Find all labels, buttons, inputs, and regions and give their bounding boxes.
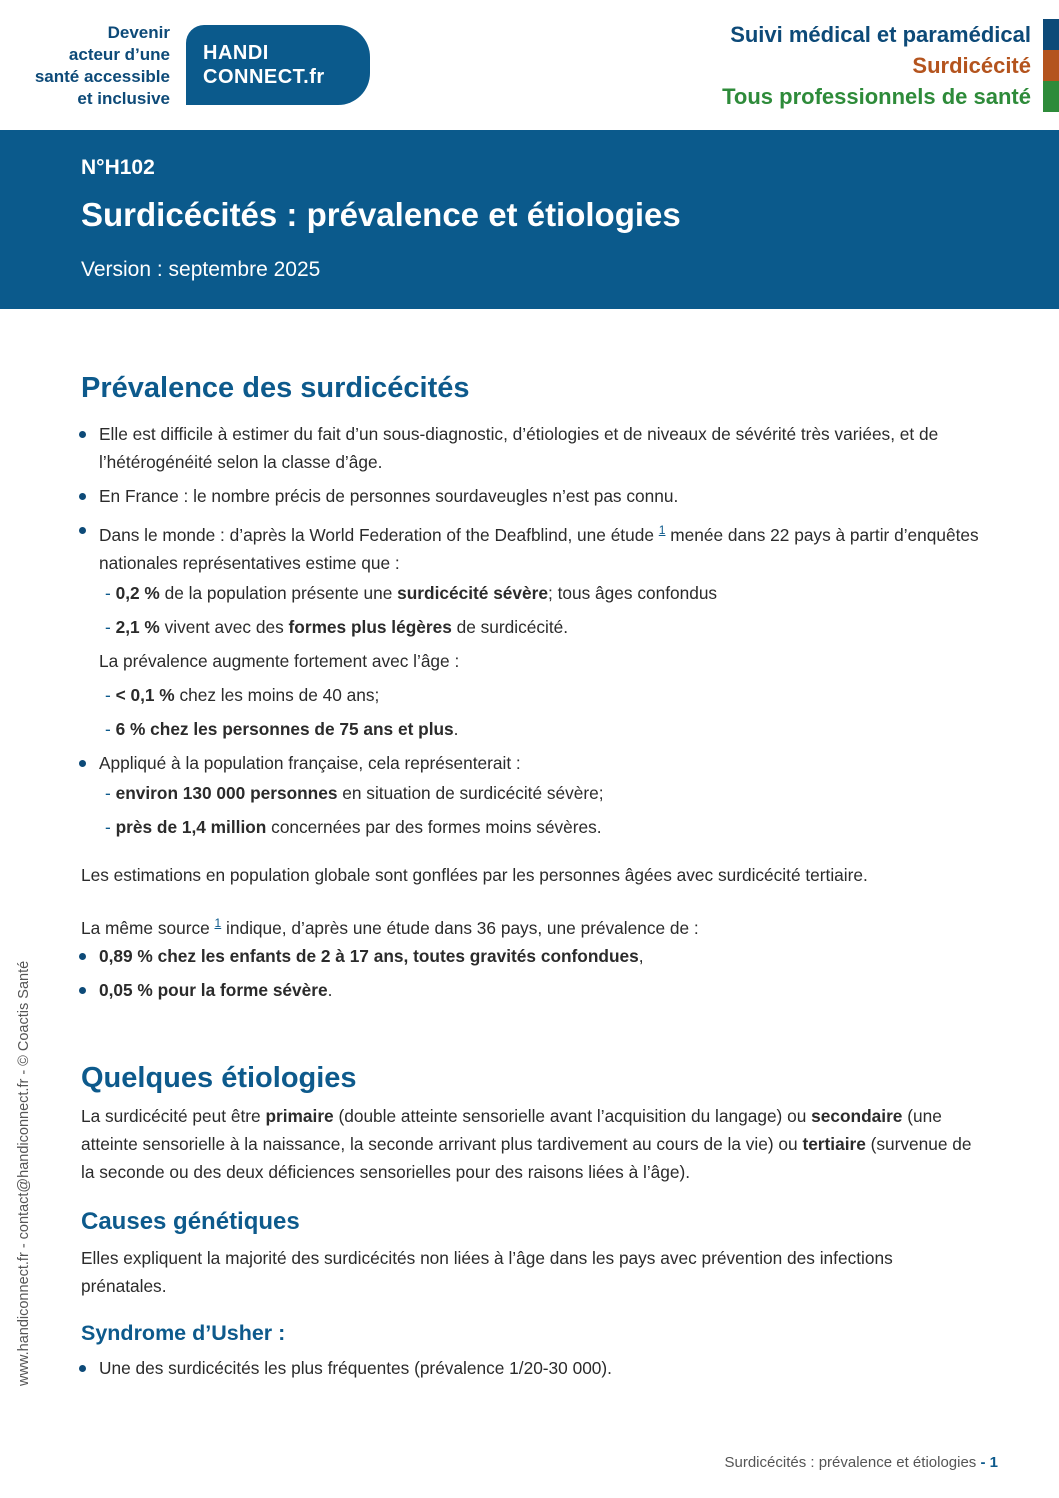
category-label: Surdicécité <box>912 53 1031 78</box>
list-item-text: Elle est difficile à estimer du fait d’un sous-diagnostic, d’étiologies et de niveaux de sévérité très variées, et de l’hétérogénéité selon la classe d’âge. <box>99 424 939 472</box>
footer-title: Surdicécités : prévalence et étiologies <box>724 1454 977 1471</box>
main-content <box>81 368 981 1382</box>
document-title: Surdicécités : prévalence et étiologies <box>81 196 681 233</box>
page-footer <box>725 1454 999 1471</box>
sub-item: - près de 1,4 million concernées par des formes moins sévères. <box>105 816 602 837</box>
list-item: 0,05 % pour la forme sévère. <box>81 976 981 1004</box>
document-version: Version : septembre 2025 <box>81 258 321 281</box>
handiconnect-logo[interactable] <box>186 25 370 105</box>
sub-list <box>99 681 981 743</box>
paragraph: La même source $^1$ indique, d’après une étude dans 36 pays, une prévalence de : <box>81 915 699 938</box>
sub-list <box>99 779 981 841</box>
document-reference: N°H102 <box>81 156 155 179</box>
list-item-text: En France : le nombre précis de personnes sourdaveugles n’est pas connu. <box>99 486 679 506</box>
logo-line: CONNECT.fr <box>203 66 325 88</box>
footnote-link[interactable]: 1 <box>214 915 222 930</box>
section-heading-prevalence: Prévalence des surdicécités <box>81 372 470 404</box>
logo-line: HANDI <box>203 42 269 64</box>
category-color-bar <box>1043 81 1059 112</box>
age-intro: La prévalence augmente fortement avec l’âge : <box>99 650 460 671</box>
sub-item: - 0,2 % de la population présente une surdicécité sévère; tous âges confondus <box>105 582 718 603</box>
category-surdicecite <box>722 50 1059 81</box>
subsection-heading-usher: Syndrome d’Usher : <box>81 1320 286 1345</box>
list-item: Une des surdicécités les plus fréquentes (prévalence 1/20-30 000). <box>81 1354 981 1382</box>
sub-item: - < 0,1 % chez les moins de 40 ans; <box>105 684 380 705</box>
tagline-line: et inclusive <box>77 89 170 108</box>
category-list <box>722 19 1059 112</box>
footnote-link[interactable]: 1 <box>658 523 666 537</box>
list-item <box>81 516 981 743</box>
paragraph: Elles expliquent la majorité des surdicécités non liées à l’âge dans les pays avec prévention des infections prénatales. <box>81 1247 893 1296</box>
tagline-line: Devenir <box>107 23 170 42</box>
usher-list <box>81 1354 981 1382</box>
category-professionals <box>722 81 1059 112</box>
list-item <box>81 749 981 841</box>
prevalence-list <box>81 420 981 841</box>
sub-item: - environ 130 000 personnes en situation de surdicécité sévère; <box>105 782 604 803</box>
side-contact-text: www.handiconnect.fr - contact@handiconnect.fr - © Coactis Santé <box>16 960 32 1386</box>
footer-separator: - <box>980 1454 986 1471</box>
paragraph: Les estimations en population globale sont gonflées par les personnes âgées avec surdicécité tertiaire. <box>81 864 868 885</box>
section-heading-etiologies: Quelques étiologies <box>81 1061 357 1094</box>
sub-item: - 6 % chez les personnes de 75 ans et plus. <box>105 718 459 739</box>
category-medical <box>722 19 1059 50</box>
category-color-bar <box>1043 19 1059 50</box>
category-color-bar <box>1043 50 1059 81</box>
list-item: 0,89 % chez les enfants de 2 à 17 ans, toutes gravités confondues, <box>81 942 981 970</box>
sub-item: - 2,1 % vivent avec des formes plus légères de surdicécité. <box>105 616 569 637</box>
paragraph: La surdicécité peut être primaire (double atteinte sensorielle avant l’acquisition du langage) ou secondaire (une atteinte sensorielle à la naissance, la seconde arrivant plus tardivement au cours de la vie) ou tertiaire (survenue de la seconde ou des deux déficiences sensorielles pour des raisons liées à l’âge). <box>81 1105 972 1182</box>
category-label: Tous professionnels de santé <box>722 84 1031 109</box>
list-item-text: Appliqué à la population française, cela représenterait : <box>99 752 521 773</box>
sub-list <box>99 579 981 641</box>
children-prevalence-list <box>81 942 981 1004</box>
category-label: Suivi médical et paramédical <box>730 22 1031 47</box>
title-banner <box>0 130 1059 309</box>
list-item-text: menée dans 22 pays à partir d’enquêtes nationales représentatives estime que : <box>99 524 979 573</box>
page-number: 1 <box>989 1454 998 1471</box>
subsection-heading-genetic: Causes génétiques <box>81 1207 300 1235</box>
list-item <box>81 420 981 476</box>
list-item-text: Dans le monde : d’après la World Federation of the Deafblind, une étude <box>99 524 654 545</box>
tagline-line: santé accessible <box>34 67 170 86</box>
tagline <box>12 22 170 110</box>
list-item <box>81 482 981 510</box>
tagline-line: acteur d’une <box>68 45 170 64</box>
